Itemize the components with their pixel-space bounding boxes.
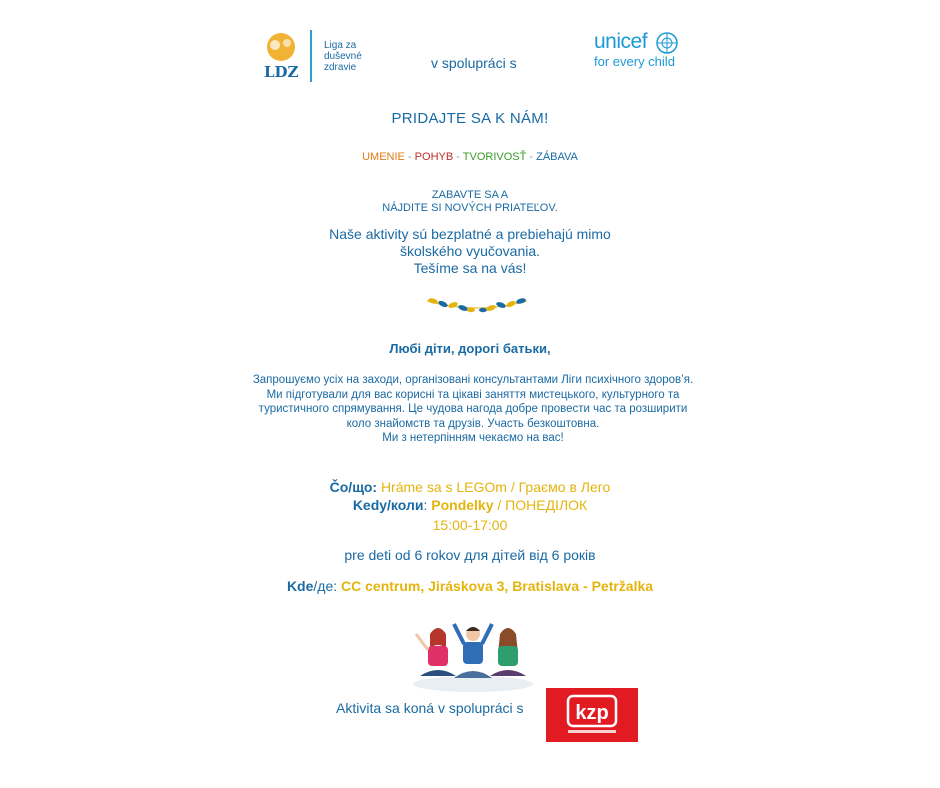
unicef-tagline: for every child (594, 54, 675, 69)
kzp-logo (546, 688, 638, 742)
intro-body-line: Naše aktivity sú bezplatné a prebiehajú mimo (329, 226, 611, 242)
laurel-divider-icon (425, 293, 529, 315)
category-separator: - (526, 151, 537, 163)
event-when (0, 495, 940, 515)
page-title: PRIDAJTE SA K NÁM! (391, 110, 549, 127)
ldz-logo-letters: LDZ (264, 63, 299, 81)
category-separator: - (404, 151, 415, 163)
event-where (0, 578, 940, 594)
ldz-name (324, 40, 362, 73)
unicef-globe-icon (656, 32, 678, 54)
collab-text: v spolupráci s (431, 55, 517, 71)
intro-body-line: Tešíme sa na vás! (413, 260, 527, 276)
ukrainian-body (245, 373, 701, 446)
when-day: Pondelky (431, 497, 494, 513)
event-time: 15:00-17:00 (432, 517, 508, 533)
where-value: CC centrum, Jiráskova 3, Bratislava - Petržalka (341, 578, 654, 594)
when-colon: : (423, 497, 428, 513)
category-creativity: TVORIVOSŤ (462, 151, 527, 163)
intro-lead (0, 189, 940, 214)
activity-categories (0, 151, 940, 163)
ukrainian-greeting: Любі діти, дорогі батьки, (389, 341, 551, 356)
where-label: Kde (286, 578, 314, 594)
kids-illustration (410, 620, 536, 694)
what-value: Hráme sa s LEGOm / Граємо в Лего (380, 479, 611, 495)
when-label: Kedy/коли (352, 497, 424, 513)
ldz-name-line: zdravie (324, 62, 357, 73)
where-label-ua: /де: (313, 578, 342, 594)
event-age: pre deti od 6 rokov для дітей від 6 років (344, 547, 596, 563)
category-separator: - (453, 151, 463, 163)
intro-lead-line: ZABAVTE SA A (431, 189, 509, 201)
category-fun: ZÁBAVA (536, 151, 578, 163)
ukrainian-body-text: Запрошуємо усіх на заходи, організовані консультантами Ліги психічного здоров’я. Ми підготували для вас корисні та цікаві заняття мистецького, культурного та туристичного спрямування. Це чудова нагода добре провести час та розширити коло знайомств та друзів. Участь безкоштовна. (252, 374, 694, 430)
ukrainian-closing: Ми з нетерпінням чекаємо на вас! (382, 432, 564, 444)
event-what (0, 477, 940, 497)
ldz-name-line: duševné (324, 51, 362, 62)
logo-divider (310, 30, 312, 82)
intro-lead-line: NÁJDITE SI NOVÝCH PRIATEĽOV. (382, 201, 558, 214)
cooperation-text: Aktivita sa koná v spolupráci s (336, 700, 524, 716)
ldz-logo (262, 33, 300, 81)
intro-body-line: školského vyučovania. (399, 243, 541, 259)
kzp-logo-mark (546, 688, 638, 742)
when-day-ua: / ПОНЕДІЛОК (493, 497, 588, 513)
ldz-name-line: Liga za (324, 40, 357, 51)
kzp-logo-text: kzp (575, 702, 609, 724)
category-art: UMENIE (362, 151, 405, 163)
what-label: Čo/що: (329, 479, 378, 495)
category-movement: POHYB (414, 151, 454, 163)
intro-body (0, 226, 940, 277)
unicef-word: unicef (594, 30, 648, 53)
